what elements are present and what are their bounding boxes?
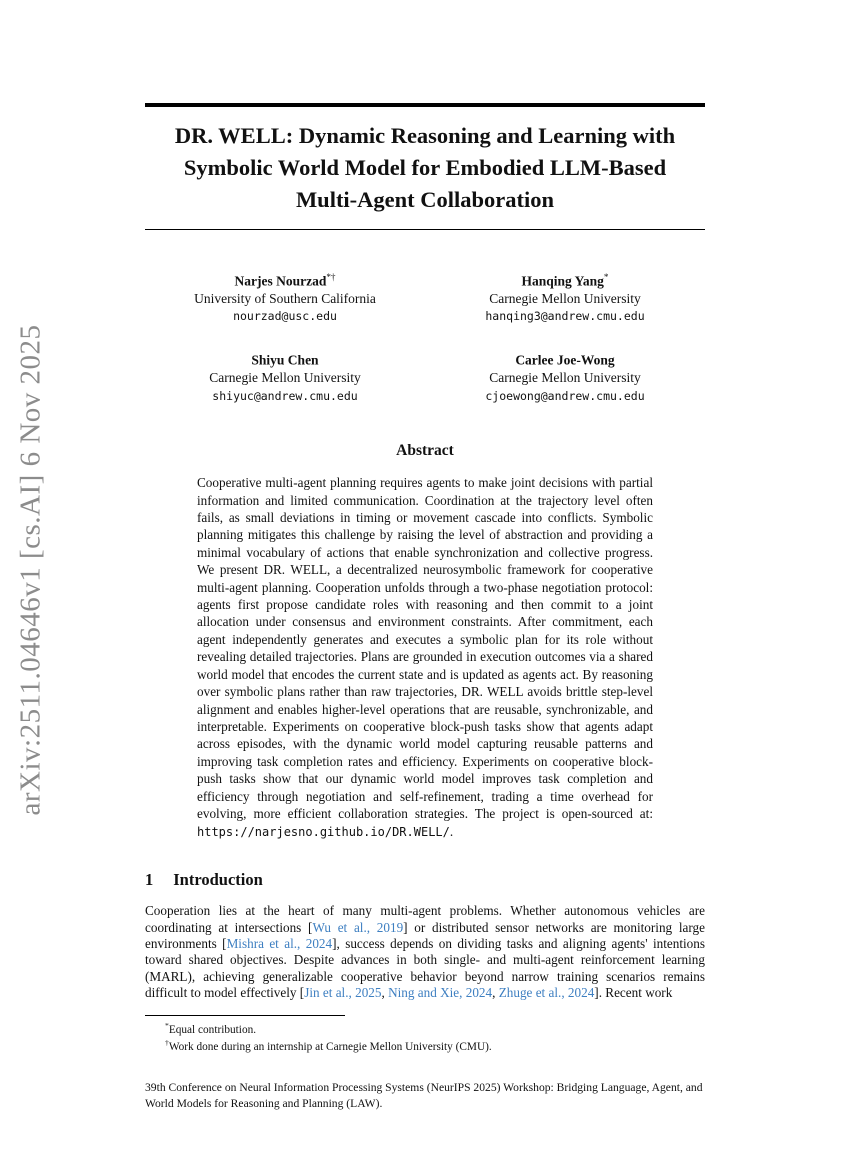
author-email: shiyuc@andrew.cmu.edu — [212, 388, 358, 403]
author-marks: *† — [326, 271, 336, 282]
intro-text-segment: Cooperation lies at the heart of many multi-agent problems. Whether autonomous vehicles are coordinating at intersections [ — [145, 903, 705, 935]
intro-text-segment: ] or distributed sensor networks are monitoring large environments [ — [145, 919, 705, 952]
abstract-text: Cooperative multi-agent planning requires agents to make joint decisions with partial information and limited communication. Coordination at the trajectory level often fails, as small deviations in timing or movement cascade into conflicts. Symbolic planning mitigates this challenge by raising the level of abstraction and providing a minimal vocabulary of actions that enable synchronization and collective progress. We present DR. WELL, a decentralized neurosymbolic framework for cooperative multi-agent planning. Cooperation unfolds through a two-phase negotiation protocol: agents first propose candidate roles with reasoning and then commit to a joint allocation under consensus and environment constraints. After commitment, each agent independently generates and executes a symbolic plan for its role without revealing detailed trajectories. Plans are grounded in execution outcomes via a shared world model that encodes the current state and is updated as agents act. By reasoning over symbolic plans rather than raw trajectories, DR. WELL avoids brittle step-level alignment and enables higher-level operations that are reusable, synchronizable, and interpretable. Experiments on cooperative block-push tasks show that agents adapt across episodes, with the dynamic world model capturing reusable patterns and improving task completion rates and efficiency. Experiments on cooperative block-push tasks show that our dynamic world model improves task completion and efficiency through negotiation and self-refinement, trading a time overhead for evolving, more efficient collaboration strategies. The project is open-sourced at: — [197, 475, 653, 822]
author-name: Carlee Joe-Wong — [515, 352, 615, 368]
citation-link[interactable]: Zhuge et al., 2024 — [498, 985, 595, 1001]
citation-link[interactable]: Ning and Xie, 2024 — [388, 985, 493, 1001]
paper-title-line: DR. WELL: Dynamic Reasoning and Learning with — [174, 123, 676, 148]
author-email: cjoewong@andrew.cmu.edu — [485, 388, 645, 403]
author-grid — [145, 272, 705, 404]
paper-title-line: Multi-Agent Collaboration — [295, 186, 555, 212]
citation-link[interactable]: Jin et al., 2025 — [304, 985, 382, 1001]
footnote-rule — [145, 1015, 345, 1016]
title-rule-top — [145, 103, 705, 107]
conference-footer: 39th Conference on Neural Information Processing Systems (NeurIPS 2025) Workshop: Bridging Language, Agent, and World Models for Reasoning and Planning (LAW). — [145, 1080, 703, 1110]
footnote-text: Work done during an internship at Carnegie Mellon University (CMU). — [168, 1040, 492, 1053]
intro-text-segment: , — [492, 985, 499, 1001]
abstract-text: . — [449, 823, 454, 839]
author-block — [145, 272, 425, 325]
abstract-heading: Abstract — [396, 442, 454, 460]
abstract-paragraph — [197, 474, 653, 840]
section-title: Introduction — [173, 870, 263, 890]
intro-paragraph — [145, 903, 705, 1001]
footnotes — [145, 1021, 705, 1056]
author-affiliation: University of Southern California — [194, 290, 376, 306]
project-url-link[interactable]: https://narjesno.github.io/DR.WELL/ — [197, 824, 450, 839]
author-email: hanqing3@andrew.cmu.edu — [485, 309, 645, 324]
footnote-mark: † — [165, 1038, 169, 1048]
author-block — [425, 351, 705, 404]
author-name: Shiyu Chen — [251, 352, 319, 368]
arxiv-watermark: arXiv:2511.04646v1 [cs.AI] 6 Nov 2025 — [14, 324, 47, 816]
author-affiliation: Carnegie Mellon University — [209, 370, 361, 385]
author-name: Narjes Nourzad — [234, 273, 327, 289]
author-marks: * — [603, 271, 609, 282]
author-name: Hanqing Yang — [521, 273, 604, 289]
footnote-text: Equal contribution. — [168, 1023, 257, 1036]
paper-title-line: Symbolic World Model for Embodied LLM-Based — [183, 154, 667, 180]
author-affiliation: Carnegie Mellon University — [489, 290, 641, 306]
intro-text-segment: ]. Recent work — [594, 985, 673, 1001]
paper-title — [145, 120, 705, 216]
section-number: 1 — [145, 870, 154, 890]
citation-link[interactable]: Wu et al., 2019 — [312, 919, 404, 935]
footnote-item — [145, 1021, 705, 1039]
citation-link[interactable]: Mishra et al., 2024 — [226, 936, 333, 952]
author-email: nourzad@usc.edu — [233, 309, 337, 324]
title-rule-bottom — [145, 229, 705, 230]
footnote-item — [145, 1038, 705, 1056]
intro-text-segment: , — [381, 985, 389, 1001]
author-block — [425, 272, 705, 325]
intro-text-segment: ], success depends on dividing tasks and aligning agents' intentions toward shared objectives. Despite advances in both single- and multi-agent reinforcement learning (MARL), achieving generalizable cooperative behavior beyond narrow training scenarios remains difficult to model effectively [ — [145, 936, 705, 1001]
author-block — [145, 351, 425, 404]
section-heading-introduction — [145, 870, 705, 890]
paper-content — [145, 0, 705, 1112]
footnote-mark: * — [165, 1020, 169, 1030]
author-affiliation: Carnegie Mellon University — [489, 370, 641, 385]
